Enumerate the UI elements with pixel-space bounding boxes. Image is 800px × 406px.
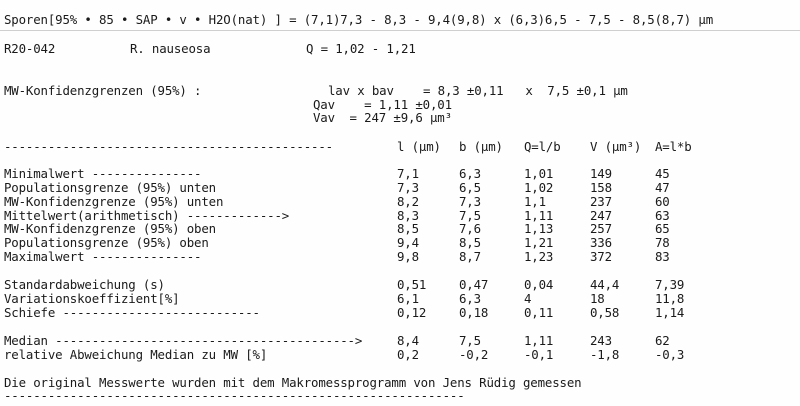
- specimen-name: R. nauseosa: [130, 41, 211, 56]
- cell-length: 0,2: [397, 347, 419, 362]
- row-label: MW-Konfidenzgrenze (95%) unten: [4, 194, 224, 209]
- cell-area: 83: [655, 249, 670, 264]
- cell-length: 7,3: [397, 180, 419, 195]
- confidence-line-vav: Vav = 247 ±9,6 µm³: [313, 110, 452, 125]
- cell-q: 1,13: [524, 221, 554, 236]
- cell-width: 7,5: [459, 333, 481, 348]
- cell-volume: 237: [590, 194, 612, 209]
- cell-width: 8,7: [459, 249, 481, 264]
- cell-length: 8,5: [397, 221, 419, 236]
- row-label: Populationsgrenze (95%) unten: [4, 180, 216, 195]
- row-label: Median ----------------------------------------->: [4, 333, 363, 348]
- cell-q: 1,21: [524, 235, 554, 250]
- cell-length: 6,1: [397, 291, 419, 306]
- cell-q: 1,01: [524, 166, 554, 181]
- cell-length: 8,4: [397, 333, 419, 348]
- column-header-length: l (µm): [397, 139, 441, 154]
- row-label: Populationsgrenze (95%) oben: [4, 235, 209, 250]
- cell-q: -0,1: [524, 347, 554, 362]
- column-header-area: A=l*b: [655, 139, 692, 154]
- cell-length: 8,2: [397, 194, 419, 209]
- confidence-line-qav: Qav = 1,11 ±0,01: [313, 97, 452, 112]
- column-header-q: Q=l/b: [524, 139, 561, 154]
- row-label: Maximalwert ---------------: [4, 249, 202, 264]
- cell-volume: 257: [590, 221, 612, 236]
- cell-width: 7,3: [459, 194, 481, 209]
- cell-width: 7,6: [459, 221, 481, 236]
- cell-area: 78: [655, 235, 670, 250]
- row-label: Minimalwert ---------------: [4, 166, 202, 181]
- footer-dash: ---------------------------------------------------------------: [4, 388, 465, 403]
- cell-width: 6,5: [459, 180, 481, 195]
- q-range: Q = 1,02 - 1,21: [306, 41, 416, 56]
- cell-area: 47: [655, 180, 670, 195]
- cell-volume: 243: [590, 333, 612, 348]
- row-label: relative Abweichung Median zu MW [%]: [4, 347, 268, 362]
- column-header-volume: V (µm³): [590, 139, 642, 154]
- cell-area: -0,3: [655, 347, 685, 362]
- confidence-line-lbav: lav x bav = 8,3 ±0,11 x 7,5 ±0,1 µm: [328, 83, 628, 98]
- cell-width: 7,5: [459, 208, 481, 223]
- cell-area: 1,14: [655, 305, 685, 320]
- cell-volume: 372: [590, 249, 612, 264]
- cell-area: 65: [655, 221, 670, 236]
- cell-q: 1,23: [524, 249, 554, 264]
- cell-q: 0,11: [524, 305, 554, 320]
- cell-length: 0,51: [397, 277, 427, 292]
- cell-length: 9,4: [397, 235, 419, 250]
- specimen-id: R20-042: [4, 41, 56, 56]
- cell-volume: 149: [590, 166, 612, 181]
- cell-volume: 44,4: [590, 277, 620, 292]
- cell-area: 7,39: [655, 277, 685, 292]
- footer-note: Die original Messwerte wurden mit dem Makromessprogramm von Jens Rüdig gemessen: [4, 375, 582, 390]
- cell-width: 0,47: [459, 277, 489, 292]
- cell-volume: 18: [590, 291, 605, 306]
- cell-q: 0,04: [524, 277, 554, 292]
- confidence-label: MW-Konfidenzgrenzen (95%) :: [4, 83, 202, 98]
- cell-width: 6,3: [459, 291, 481, 306]
- column-header-width: b (µm): [459, 139, 503, 154]
- cell-area: 62: [655, 333, 670, 348]
- cell-length: 9,8: [397, 249, 419, 264]
- row-label: Variationskoeffizient[%]: [4, 291, 180, 306]
- cell-q: 1,1: [524, 194, 546, 209]
- table-header-dash: ---------------------------------------------: [4, 139, 333, 154]
- cell-volume: 0,58: [590, 305, 620, 320]
- cell-width: -0,2: [459, 347, 489, 362]
- cell-length: 0,12: [397, 305, 427, 320]
- row-label: Mittelwert(arithmetisch) ------------->: [4, 208, 290, 223]
- cell-area: 11,8: [655, 291, 685, 306]
- cell-length: 7,1: [397, 166, 419, 181]
- cell-area: 60: [655, 194, 670, 209]
- cell-width: 8,5: [459, 235, 481, 250]
- cell-volume: -1,8: [590, 347, 620, 362]
- cell-q: 4: [524, 291, 532, 306]
- cell-q: 1,11: [524, 208, 554, 223]
- cell-q: 1,02: [524, 180, 554, 195]
- cell-area: 63: [655, 208, 670, 223]
- row-label: Standardabweichung (s): [4, 277, 165, 292]
- cell-q: 1,11: [524, 333, 554, 348]
- cell-volume: 247: [590, 208, 612, 223]
- spore-formula: Sporen[95% • 85 • SAP • v • H2O(nat) ] = (7,1)7,3 - 8,3 - 9,4(9,8) x (6,3)6,5 - 7,5 - 8,5(8,7) µm: [4, 12, 714, 27]
- cell-width: 0,18: [459, 305, 489, 320]
- divider: [0, 30, 800, 31]
- cell-length: 8,3: [397, 208, 419, 223]
- cell-width: 6,3: [459, 166, 481, 181]
- row-label: Schiefe ---------------------------: [4, 305, 260, 320]
- row-label: MW-Konfidenzgrenze (95%) oben: [4, 221, 216, 236]
- cell-volume: 158: [590, 180, 612, 195]
- cell-area: 45: [655, 166, 670, 181]
- cell-volume: 336: [590, 235, 612, 250]
